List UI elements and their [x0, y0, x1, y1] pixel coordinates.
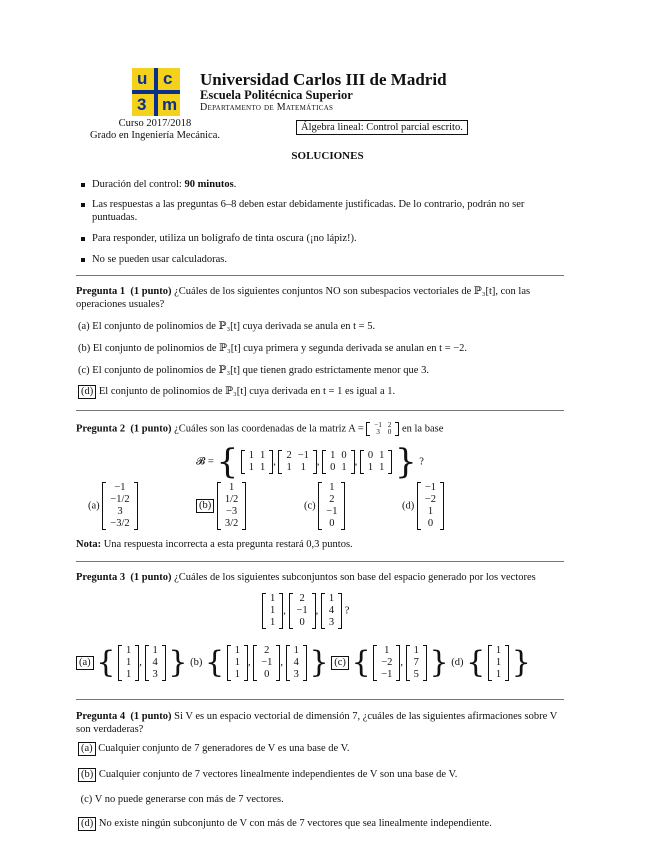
- q4-option-a: (a) Cualquier conjunto de 7 generadores de V es una base de V.: [78, 742, 564, 756]
- school-name: Escuela Politécnica Superior: [200, 88, 353, 102]
- divider: [76, 275, 564, 276]
- divider: [76, 699, 564, 700]
- instruction-item: Para responder, utiliza un bolígrafo de tinta oscura (¡no lápiz!).: [92, 232, 564, 245]
- q3-options: [76, 645, 531, 681]
- university-name: Universidad Carlos III de Madrid: [200, 70, 447, 89]
- q4-option-c: (c) V no puede generarse con más de 7 vectores.: [80, 794, 284, 805]
- question-3: Pregunta 3 (1 punto) ¿Cuáles de los siguientes subconjuntos son base del espacio generado por los vectores: [76, 572, 536, 583]
- logo-letter: 3: [137, 95, 147, 114]
- q2-note: Nota: Una respuesta incorrecta a esta pregunta restará 0,3 puntos.: [76, 539, 353, 550]
- q2-option-b: (b) 1 1/2 −3 3/2: [196, 482, 246, 530]
- question-1: Pregunta 1 (1 punto) ¿Cuáles de los siguientes conjuntos NO son subespacios vectoriales de ℙ₃[t], con las operaciones usuales?: [76, 286, 531, 310]
- divider: [76, 561, 564, 562]
- logo-letter: m: [162, 95, 178, 114]
- q1-option-a: (a) El conjunto de polinomios de ℙ₃[t] cuya derivada se anula en t = 5.: [78, 321, 376, 332]
- q3-option-a: (a) { 1 1 1 , 1 4 3 }: [76, 657, 190, 668]
- exam-title: Álgebra lineal: Control parcial escrito.: [296, 120, 468, 135]
- question-4: Pregunta 4 (1 punto) Si V es un espacio vectorial de dimensión 7, ¿cuáles de las siguientes afirmaciones sobre V son verdaderas?: [76, 711, 558, 735]
- q1-option-d: (d) El conjunto de polinomios de ℙ₃[t] cuya derivada en t = 1 es igual a 1.: [78, 385, 564, 399]
- page-title: SOLUCIONES: [291, 150, 364, 162]
- q2-option-a: (a) −1 −1/2 3 −3/2: [88, 482, 138, 530]
- q4-option-d: (d) No existe ningún subconjunto de V con más de 7 vectores que sea linealmente independiente.: [78, 817, 564, 831]
- logo-letter: u: [137, 69, 148, 88]
- instruction-item: No se pueden usar calculadoras.: [92, 253, 564, 266]
- university-logo: [132, 68, 180, 116]
- q2-option-d: (d) −1 −2 1 0: [402, 482, 444, 530]
- basis-b: 𝓑 = { 1 1 1 1 , 2 −1 1 1 , 1 0 0 1 , 0 1 1 1 } ?: [196, 442, 424, 482]
- course-info: [80, 118, 230, 142]
- q3-option-d: (d) { 1 1 1 }: [451, 645, 531, 680]
- department-name: Departamento de Matemáticas: [200, 102, 334, 113]
- q1-option-b: (b) El conjunto de polinomios de ℙ₃[t] cuya primera y segunda derivada se anulan en t = −2.: [78, 343, 468, 354]
- instruction-item: Duración del control: 90 minutos.: [92, 178, 564, 191]
- q3-option-c: (c) { 1 −2 −1 , 1 7 5 }: [331, 657, 451, 668]
- instruction-item: Las respuestas a las preguntas 6–8 deben estar debidamente justificadas. De lo contrario, podrán no ser puntuadas.: [92, 198, 564, 224]
- course-year: Curso 2017/2018: [118, 118, 192, 129]
- degree-name: Grado en Ingeniería Mecánica.: [89, 130, 220, 141]
- q4-option-b: (b) Cualquier conjunto de 7 vectores linealmente independientes de V son una base de V.: [78, 768, 564, 782]
- question-2: Pregunta 2 (1 punto) ¿Cuáles son las coordenadas de la matriz A = −1 2 3 0 en la base: [76, 421, 444, 436]
- divider: [76, 410, 564, 411]
- q2-option-c: (c) 1 2 −1 0: [304, 482, 345, 530]
- q3-vectors: 1 1 1 , 2 −1 0 , 1 4 3 ?: [262, 593, 349, 629]
- q3-option-b: (b) { 1 1 1 , 2 −1 0 , 1 4 3 }: [190, 645, 329, 680]
- q1-option-c: (c) El conjunto de polinomios de ℙ₃[t] que tienen grado estrictamente menor que 3.: [78, 365, 429, 376]
- matrix-a: −1 2 3 0: [366, 422, 399, 436]
- logo-letter: c: [163, 69, 173, 88]
